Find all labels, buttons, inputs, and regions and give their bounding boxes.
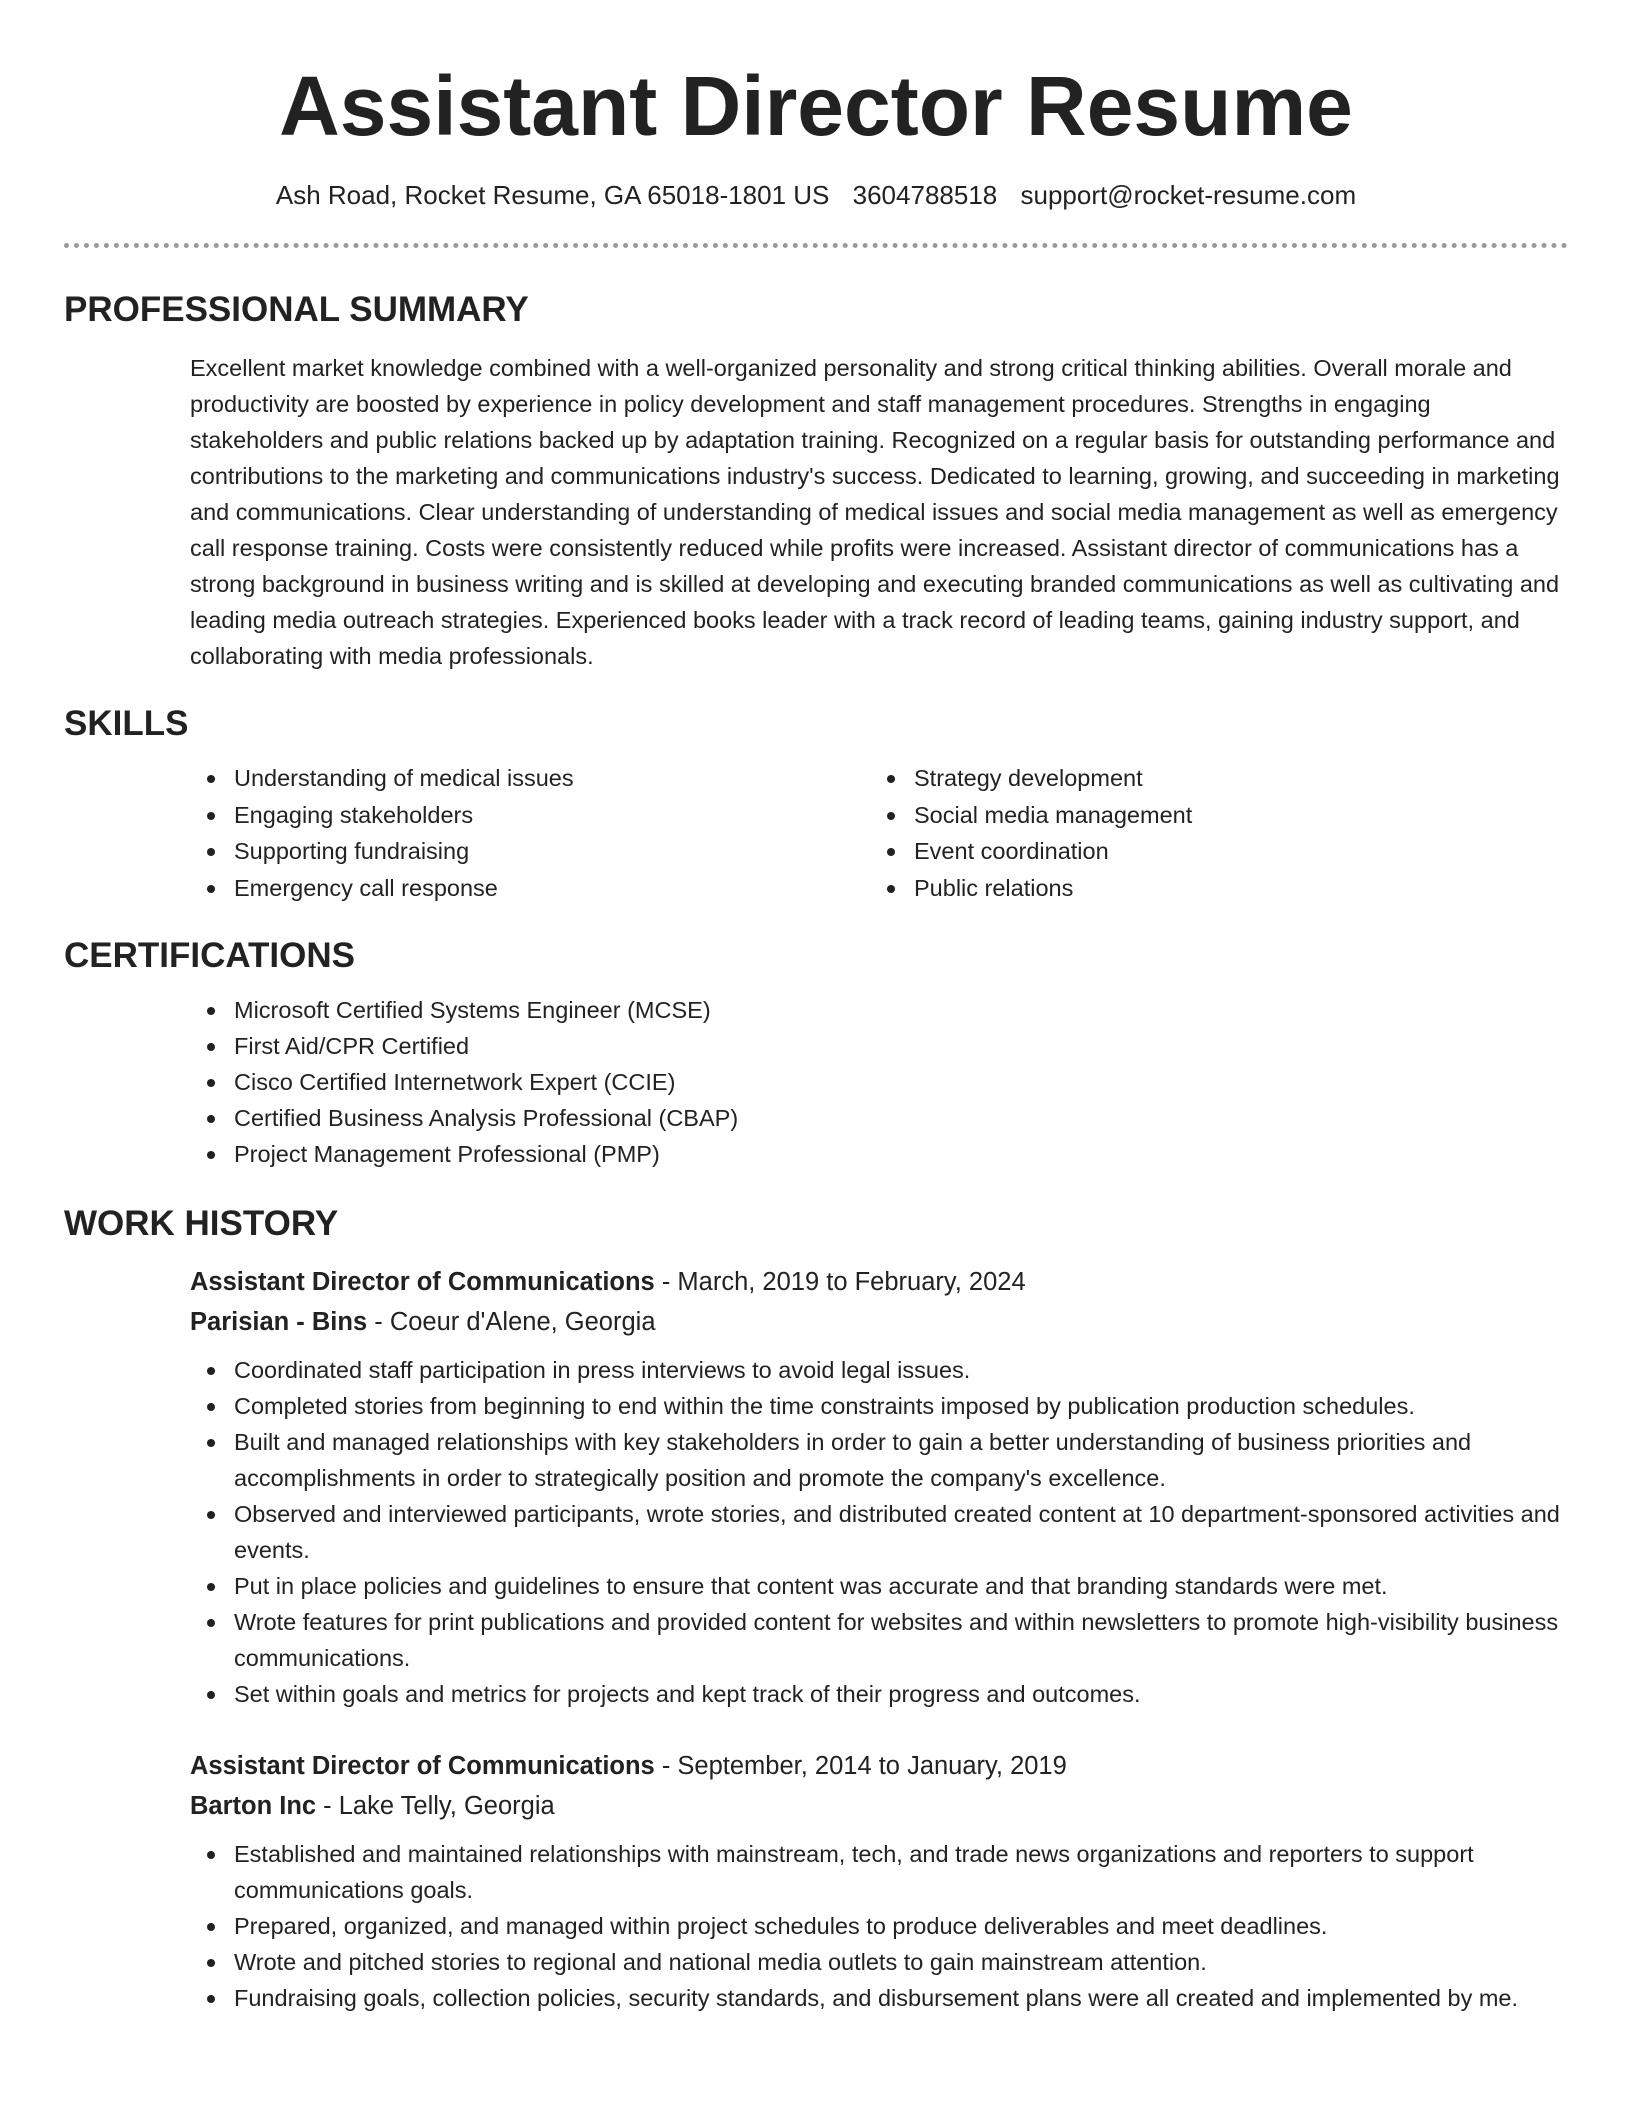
- job-bullet: Built and managed relationships with key stakeholders in order to gain a better understanding of business priorities and accomplishments in order to strategically position and promote the company's excellence.: [190, 1424, 1568, 1496]
- job-title: Assistant Director of Communications: [190, 1268, 655, 1296]
- contact-address: Ash Road, Rocket Resume, GA 65018-1801 US: [275, 180, 830, 210]
- job-entry-2: [190, 1746, 1568, 2016]
- job-title: Assistant Director of Communications: [190, 1752, 655, 1780]
- contact-email: support@rocket-resume.com: [1020, 180, 1357, 210]
- contact-phone: 3604788518: [852, 180, 998, 210]
- skill-item: Supporting fundraising: [190, 833, 870, 870]
- job-company: Parisian - Bins: [190, 1308, 368, 1336]
- work-history-heading: WORK HISTORY: [64, 1204, 339, 1243]
- skill-item: Event coordination: [870, 833, 1550, 870]
- summary-heading: PROFESSIONAL SUMMARY: [64, 290, 529, 329]
- certifications-list: [190, 992, 1568, 1172]
- skill-item: Understanding of medical issues: [190, 760, 870, 797]
- job-company-line: [190, 1786, 1568, 1826]
- job-bullet-list: [190, 1836, 1568, 2016]
- skill-item: Social media management: [870, 797, 1550, 834]
- job-company-line: [190, 1302, 1568, 1342]
- job-title-line: [190, 1746, 1568, 1786]
- certification-item: Cisco Certified Internetwork Expert (CCIE): [190, 1064, 1568, 1100]
- certification-item: Certified Business Analysis Professional (CBAP): [190, 1100, 1568, 1136]
- skills-heading: SKILLS: [64, 704, 189, 743]
- job-bullet: Completed stories from beginning to end within the time constraints imposed by publication production schedules.: [190, 1388, 1568, 1424]
- job-dates: - March, 2019 to February, 2024: [654, 1268, 1026, 1296]
- job-dates: - September, 2014 to January, 2019: [654, 1752, 1067, 1780]
- skill-item: Public relations: [870, 870, 1550, 907]
- job-bullet: Fundraising goals, collection policies, security standards, and disbursement plans were all created and implemented by me.: [190, 1980, 1568, 2016]
- job-title-line: [190, 1262, 1568, 1302]
- skills-column-right: [870, 760, 1550, 906]
- job-bullet: Set within goals and metrics for projects and kept track of their progress and outcomes.: [190, 1676, 1568, 1712]
- summary-text: Excellent market knowledge combined with a well-organized personality and strong critical thinking abilities. Overall morale and productivity are boosted by experience in policy development and staff management procedures. Strengths in engaging stakeholders and public relations backed up by adaptation training. Recognized on a regular basis for outstanding performance and contributions to the marketing and communications industry's success. Dedicated to learning, growing, and succeeding in marketing and communications. Clear understanding of understanding of medical issues and social media management as well as emergency call response training. Costs were consistently reduced while profits were increased. Assistant director of communications has a strong background in business writing and is skilled at developing and executing branded communications as well as cultivating and leading media outreach strategies. Experienced books leader with a track record of leading teams, gaining industry support, and collaborating with media professionals.: [190, 355, 1560, 669]
- job-company: Barton Inc: [190, 1792, 317, 1820]
- skills-column-left: [190, 760, 870, 906]
- job-bullet: Put in place policies and guidelines to ensure that content was accurate and that branding standards were met.: [190, 1568, 1568, 1604]
- job-bullet: Observed and interviewed participants, wrote stories, and distributed created content at 10 department-sponsored activities and events.: [190, 1496, 1568, 1568]
- skill-item: Engaging stakeholders: [190, 797, 870, 834]
- certifications-heading: CERTIFICATIONS: [64, 936, 356, 975]
- job-entry-1: [190, 1262, 1568, 1712]
- job-bullet: Prepared, organized, and managed within project schedules to produce deliverables and meet deadlines.: [190, 1908, 1568, 1944]
- job-location: - Coeur d'Alene, Georgia: [367, 1308, 656, 1336]
- certification-item: Project Management Professional (PMP): [190, 1136, 1568, 1172]
- job-bullet: Wrote and pitched stories to regional and national media outlets to gain mainstream attention.: [190, 1944, 1568, 1980]
- skill-item: Emergency call response: [190, 870, 870, 907]
- job-bullet: Established and maintained relationships with mainstream, tech, and trade news organizations and reporters to support communications goals.: [190, 1836, 1568, 1908]
- job-bullet: Wrote features for print publications and provided content for websites and within newsletters to promote high-visibility business communications.: [190, 1604, 1568, 1676]
- job-bullet: Coordinated staff participation in press interviews to avoid legal issues.: [190, 1352, 1568, 1388]
- skills-grid: [190, 760, 1568, 906]
- job-bullet-list: [190, 1352, 1568, 1712]
- job-location: - Lake Telly, Georgia: [316, 1792, 555, 1820]
- resume-title: Assistant Director Resume: [279, 59, 1353, 153]
- certification-item: First Aid/CPR Certified: [190, 1028, 1568, 1064]
- certification-item: Microsoft Certified Systems Engineer (MCSE): [190, 992, 1568, 1028]
- skill-item: Strategy development: [870, 760, 1550, 797]
- dotted-divider: [64, 243, 1568, 248]
- contact-line: [0, 178, 1632, 212]
